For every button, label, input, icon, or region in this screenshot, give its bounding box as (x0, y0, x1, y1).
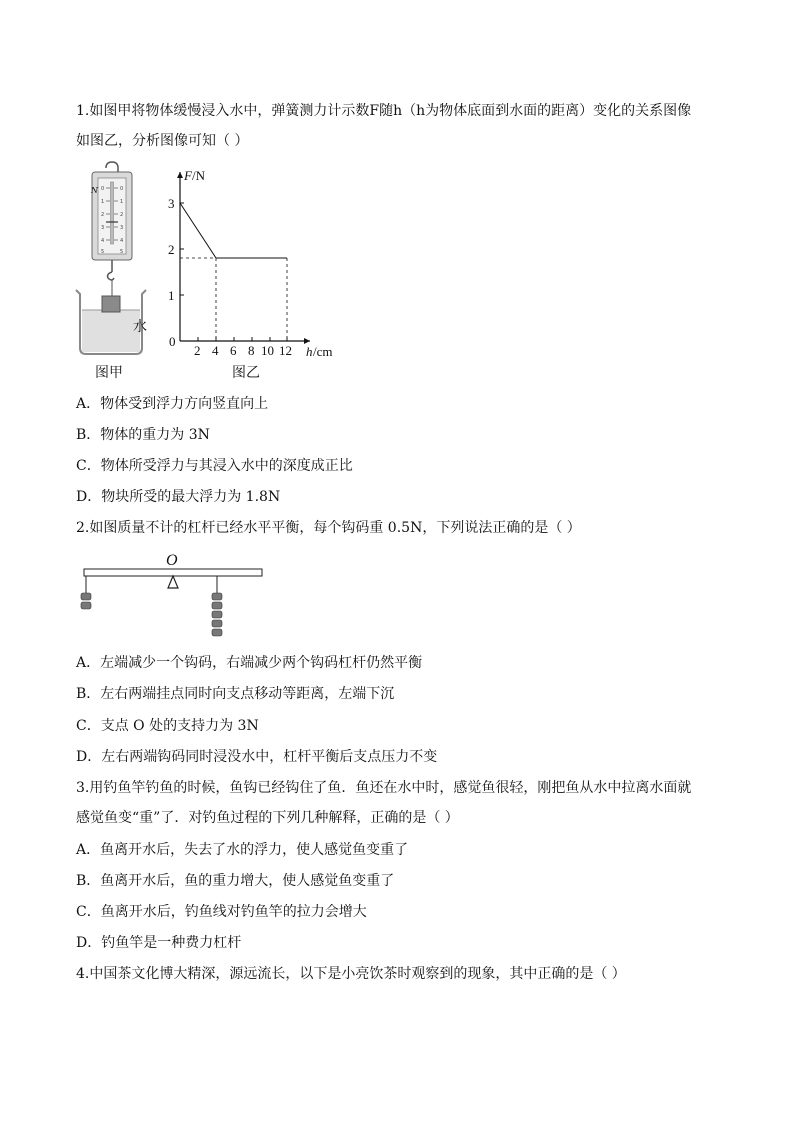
q3-option-b: B．鱼离开水后，鱼的重力增大，使人感觉鱼变重了 (76, 873, 395, 889)
q2-option-c: C．支点 O 处的支持力为 3N (76, 718, 259, 734)
x-tick-8: 8 (248, 343, 255, 358)
figure-a-caption: 图甲 (95, 365, 123, 381)
scale-number-3-left: 3 (101, 225, 105, 231)
x-tick-10: 10 (261, 343, 274, 358)
q3-option-d: D．钓鱼竿是一种费力杠杆 (76, 935, 242, 951)
x-tick-6: 6 (230, 343, 237, 358)
scale-number-5-left: 5 (101, 249, 105, 255)
scale-number-5-right: 5 (120, 249, 124, 255)
scale-number-0-left: 0 (101, 186, 105, 192)
scale-number-1-right: 1 (120, 199, 124, 205)
scale-number-4-left: 4 (101, 238, 105, 244)
scale-number-1-left: 1 (101, 199, 105, 205)
q3-stem-line2: 感觉鱼变“重”了．对钓鱼过程的下列几种解释，正确的是（ ） (76, 810, 459, 826)
figure-b-caption: 图乙 (232, 365, 260, 381)
scale-number-0-right: 0 (120, 186, 124, 192)
q1-option-a: A．物体受到浮力方向竖直向上 (76, 396, 269, 412)
origin-label: 0 (169, 334, 176, 349)
x-tick-2: 2 (194, 343, 201, 358)
q3-stem-line1: 3.用钓鱼竿钓鱼的时候，鱼钩已经钩住了鱼．鱼还在水中时，感觉鱼很轻，刚把鱼从水中拉离水面就 (76, 780, 692, 796)
x-tick-4: 4 (212, 343, 219, 358)
scale-number-2-left: 2 (101, 212, 105, 218)
q2-stem: 2.如图质量不计的杠杆已经水平平衡，每个钩码重 0.5N，下列说法正确的是（ ） (76, 520, 581, 536)
scale-number-3-right: 3 (120, 225, 124, 231)
water-label: 水 (133, 319, 147, 335)
q1-stem-line2: 如图乙，分析图像可知（ ） (76, 133, 249, 149)
scale-number-4-right: 4 (120, 238, 124, 244)
y-tick-1: 1 (168, 288, 175, 303)
graph-x-label-unit: /cm (313, 344, 333, 359)
y-tick-3: 3 (168, 196, 175, 211)
q4-stem: 4.中国茶文化博大精深，源远流长，以下是小亮饮茶时观察到的现象，其中正确的是（ ） (76, 966, 626, 982)
q1-option-c: C．物体所受浮力与其浸入水中的深度成正比 (76, 458, 353, 474)
q2-option-d: D．左右两端钩码同时浸没水中，杠杆平衡后支点压力不变 (76, 749, 438, 765)
q2-option-b: B．左右两端挂点同时向支点移动等距离，左端下沉 (76, 686, 395, 702)
lever-figure (76, 548, 271, 643)
force-depth-graph (160, 160, 360, 360)
graph-x-label-h: h (306, 344, 313, 359)
pivot-label: O (166, 552, 178, 569)
scale-number-2-right: 2 (120, 212, 124, 218)
q1-stem-line1: 1.如图甲将物体缓慢浸入水中，弹簧测力计示数F随h（h为物体底面到水面的距离）变化的关系图像 (76, 103, 692, 119)
graph-y-label-unit: /N (192, 168, 205, 183)
q1-option-b: B．物体的重力为 3N (76, 427, 210, 443)
scale-letter: N (91, 186, 98, 195)
x-tick-12: 12 (279, 343, 292, 358)
graph-y-label-f: F (184, 168, 192, 183)
y-tick-2: 2 (168, 242, 175, 257)
q3-option-a: A．鱼离开水后，失去了水的浮力，使人感觉鱼变重了 (76, 842, 409, 858)
q2-option-a: A．左端减少一个钩码，右端减少两个钩码杠杆仍然平衡 (76, 655, 423, 671)
q3-option-c: C．鱼离开水后，钓鱼线对钓鱼竿的拉力会增大 (76, 904, 367, 920)
q1-option-d: D．物块所受的最大浮力为 1.8N (76, 489, 281, 505)
